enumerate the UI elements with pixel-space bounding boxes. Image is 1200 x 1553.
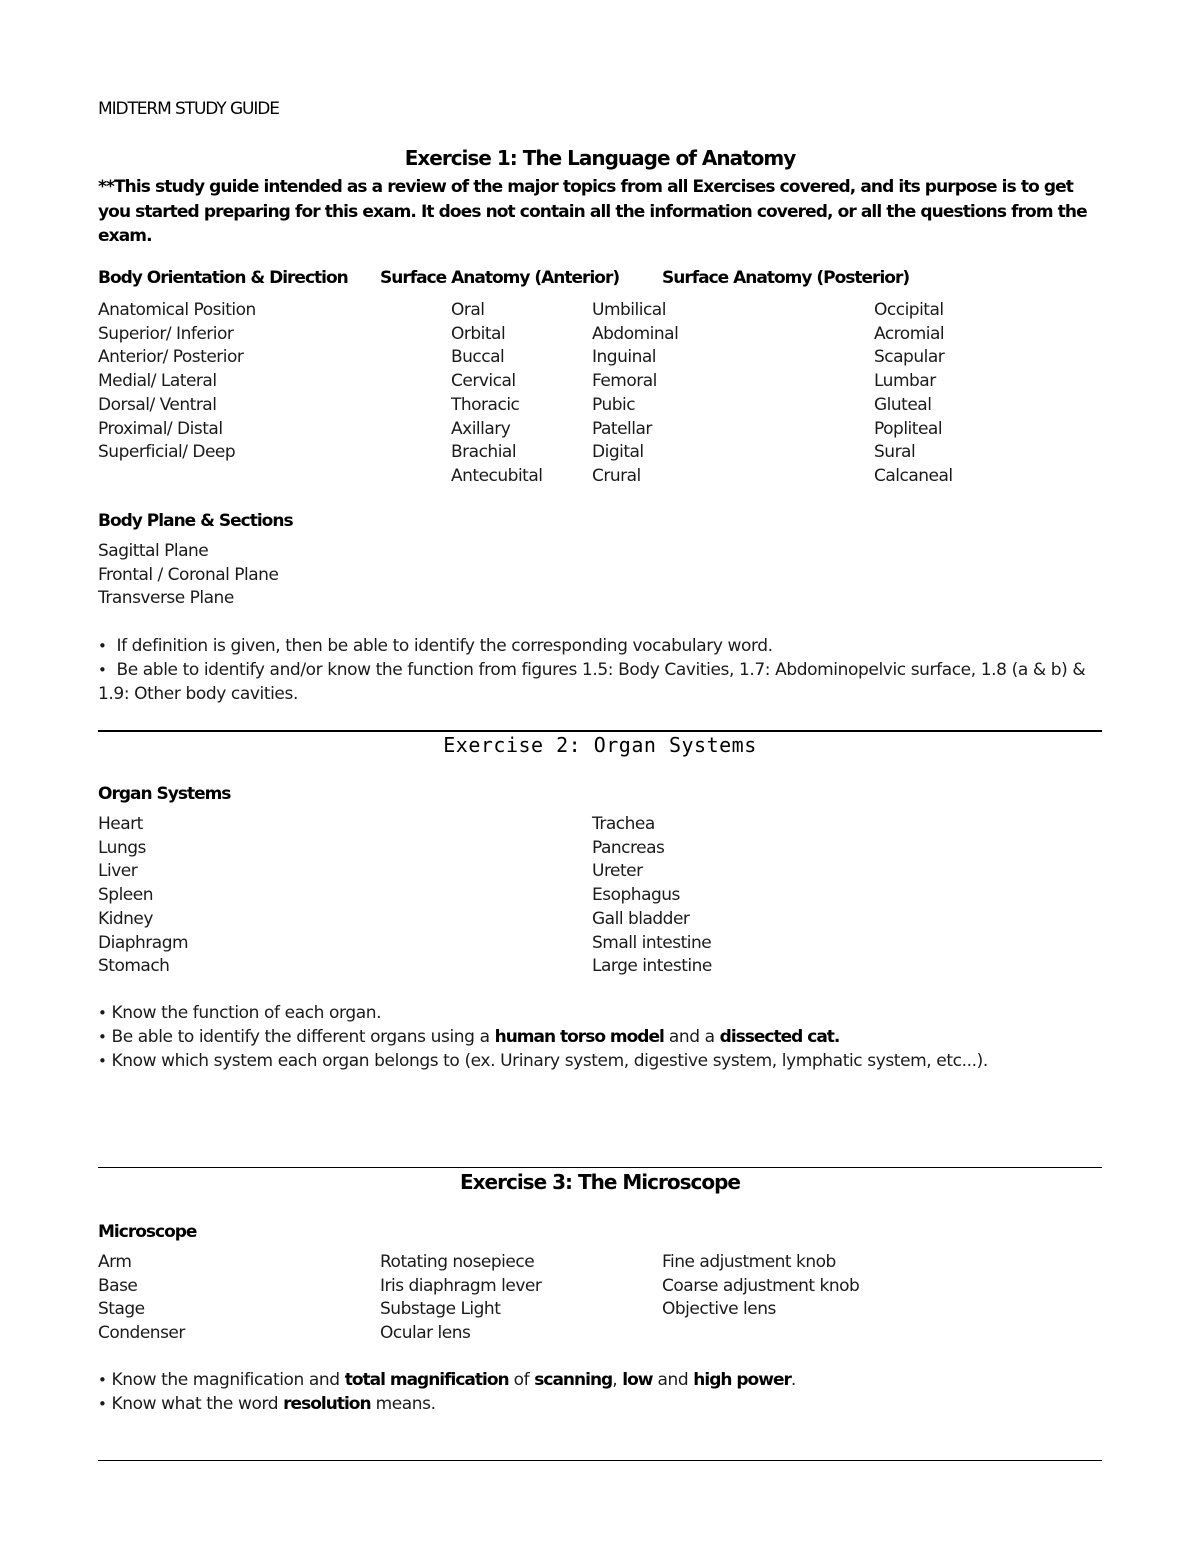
list-item: Rotating nosepiece: [380, 1252, 535, 1272]
list-item: Calcaneal: [874, 465, 953, 486]
planes-list: [98, 540, 278, 611]
divider: [98, 730, 1102, 732]
list-item: Pancreas: [592, 837, 665, 858]
list-item: Gall bladder: [592, 908, 690, 929]
list-item: Transverse Plane: [98, 588, 234, 609]
list-item: Ocular lens: [380, 1323, 471, 1344]
bullet-item: • Be able to identify and/or know the function from figures 1.5: Body Cavities, 1.7: Abdominopelvic surface, 1.8 (a & b) & 1.9: Other body cavities.: [98, 660, 1086, 704]
list-item: Pubic: [592, 394, 636, 415]
list-item: Frontal / Coronal Plane: [98, 564, 279, 585]
list-item: Superficial/ Deep: [98, 442, 236, 463]
organ-list-a: [98, 813, 188, 979]
list-item: Anatomical Position: [98, 300, 256, 320]
list-item: Esophagus: [592, 885, 680, 906]
exercise-3-title: Exercise 3: The Microscope: [459, 1170, 740, 1194]
study-guide-note: **This study guide intended as a review of the major topics from all Exercises covered, and its purpose is to get you started preparing for this exam. It does not contain all the information covered, or all the questions from the exam.: [98, 177, 1087, 246]
list-item: Spleen: [98, 885, 153, 906]
exercise-1-bullets: [98, 634, 1103, 706]
microscope-heading: Microscope: [98, 1222, 197, 1242]
list-item: Brachial: [451, 442, 517, 463]
bullet-item: • Know the magnification and total magnification of scanning, low and high power.: [98, 1370, 796, 1390]
list-item: Objective lens: [662, 1299, 776, 1320]
divider: [98, 1460, 1102, 1461]
list-item: Anterior/ Posterior: [98, 347, 244, 368]
posterior-list: [874, 299, 953, 489]
list-item: Heart: [98, 814, 143, 834]
list-item: Large intestine: [592, 956, 712, 977]
list-item: Patellar: [592, 418, 652, 439]
exercise-2-bullets: [98, 1001, 1103, 1073]
microscope-list-c: [662, 1251, 859, 1322]
list-item: Thoracic: [451, 394, 520, 415]
list-item: Cervical: [451, 371, 516, 392]
document-title: MIDTERM STUDY GUIDE: [98, 99, 279, 119]
planes-heading: Body Plane & Sections: [98, 511, 293, 531]
list-item: Sagittal Plane: [98, 541, 209, 561]
organ-list-b: [592, 813, 712, 979]
posterior-heading: Surface Anatomy (Posterior): [662, 268, 910, 288]
list-item: Fine adjustment knob: [662, 1252, 836, 1272]
list-item: Axillary: [451, 418, 511, 439]
exercise-1-title: Exercise 1: The Language of Anatomy: [404, 146, 796, 170]
list-item: Substage Light: [380, 1299, 501, 1320]
list-item: Sural: [874, 442, 916, 463]
divider: [98, 1167, 1102, 1168]
list-item: Oral: [451, 300, 485, 320]
list-item: Diaphragm: [98, 932, 189, 953]
list-item: Femoral: [592, 371, 657, 392]
anterior-heading: Surface Anatomy (Anterior): [380, 268, 620, 288]
list-item: Lungs: [98, 837, 146, 858]
list-item: Dorsal/ Ventral: [98, 394, 217, 415]
list-item: Iris diaphragm lever: [380, 1275, 542, 1296]
list-item: Condenser: [98, 1323, 185, 1344]
bullet-item: • If definition is given, then be able to identify the corresponding vocabulary word.: [98, 636, 773, 656]
list-item: Small intestine: [592, 932, 712, 953]
list-item: Trachea: [592, 814, 655, 834]
organ-systems-heading: Organ Systems: [98, 784, 231, 804]
bullet-item: • Be able to identify the different organs using a human torso model and a dissected cat.: [98, 1027, 840, 1047]
list-item: Liver: [98, 861, 138, 882]
anterior-list-a: [451, 299, 542, 489]
list-item: Ureter: [592, 861, 643, 882]
list-item: Kidney: [98, 908, 153, 929]
list-item: Popliteal: [874, 418, 943, 439]
list-item: Stomach: [98, 956, 170, 977]
list-item: Stage: [98, 1299, 145, 1320]
list-item: Digital: [592, 442, 644, 463]
microscope-list-b: [380, 1251, 541, 1346]
list-item: Acromial: [874, 323, 945, 344]
exercise-3-bullets: [98, 1368, 1103, 1416]
list-item: Orbital: [451, 323, 506, 344]
list-item: Coarse adjustment knob: [662, 1275, 860, 1296]
microscope-list-a: [98, 1251, 185, 1346]
list-item: Occipital: [874, 300, 944, 320]
exercise-2-title: Exercise 2: Organ Systems: [443, 733, 757, 757]
bullet-item: • Know which system each organ belongs to (ex. Urinary system, digestive system, lymphatic system, etc...).: [98, 1051, 988, 1071]
orientation-heading: Body Orientation & Direction: [98, 268, 348, 288]
list-item: Proximal/ Distal: [98, 418, 223, 439]
list-item: Base: [98, 1275, 138, 1296]
list-item: Gluteal: [874, 394, 932, 415]
anterior-list-b: [592, 299, 678, 489]
list-item: Arm: [98, 1252, 132, 1272]
orientation-list: [98, 299, 256, 465]
list-item: Abdominal: [592, 323, 679, 344]
bullet-item: • Know the function of each organ.: [98, 1003, 382, 1023]
list-item: Antecubital: [451, 465, 543, 486]
list-item: Medial/ Lateral: [98, 371, 217, 392]
list-item: Inguinal: [592, 347, 656, 368]
list-item: Superior/ Inferior: [98, 323, 234, 344]
bullet-item: • Know what the word resolution means.: [98, 1394, 436, 1414]
list-item: Umbilical: [592, 300, 666, 320]
list-item: Buccal: [451, 347, 505, 368]
list-item: Scapular: [874, 347, 945, 368]
list-item: Crural: [592, 465, 641, 486]
list-item: Lumbar: [874, 371, 936, 392]
